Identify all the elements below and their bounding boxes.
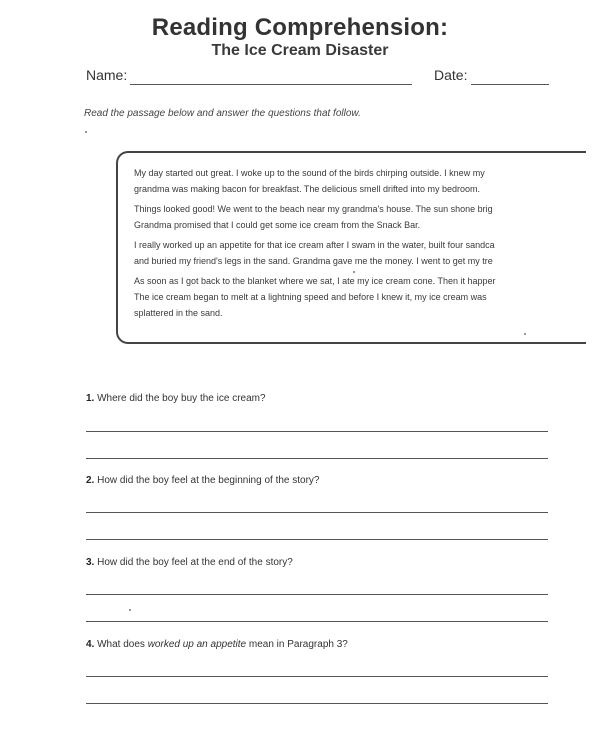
paragraph-line: The ice cream began to melt at a lightning speed and before I knew it, my ice cream was — [134, 292, 487, 302]
question-emphasis: worked up an appetite — [147, 639, 247, 650]
question-number: 2. — [86, 475, 95, 486]
date-field-line[interactable] — [471, 84, 549, 85]
scan-speck — [129, 609, 131, 611]
worksheet-title: Reading Comprehension: — [151, 14, 449, 41]
question-1 — [86, 393, 266, 404]
answer-line-3b[interactable] — [86, 621, 548, 622]
paragraph-line: I really worked up an appetite for that ice cream after I swam in the water, built four sandca — [134, 240, 495, 250]
scan-speck — [85, 131, 87, 133]
question-text: What does — [94, 639, 148, 650]
answer-line-2a[interactable] — [86, 512, 548, 513]
scan-speck — [524, 333, 526, 335]
answer-line-1a[interactable] — [86, 431, 548, 432]
question-number: 3. — [86, 557, 95, 568]
paragraph-4 — [134, 273, 554, 321]
question-number: 4. — [86, 639, 95, 650]
paragraph-line: grandma was making bacon for breakfast. The delicious smell drifted into my bedroom. — [134, 184, 480, 194]
answer-line-4a[interactable] — [86, 676, 548, 677]
question-number: 1. — [86, 393, 95, 404]
answer-line-4b[interactable] — [86, 703, 548, 704]
paragraph-3 — [134, 237, 554, 269]
paragraph-line: Things looked good! We went to the beach near my grandma's house. The sun shone brig — [134, 204, 493, 214]
name-field-line[interactable] — [130, 84, 412, 85]
instructions-text: Read the passage below and answer the questions that follow. — [84, 108, 361, 119]
question-text: How did the boy feel at the end of the story? — [94, 557, 293, 568]
question-2 — [86, 475, 320, 486]
date-label: Date: — [434, 67, 468, 83]
question-4 — [86, 639, 348, 650]
paragraph-line: My day started out great. I woke up to the sound of the birds chirping outside. I knew my — [134, 168, 485, 178]
worksheet-subtitle: The Ice Cream Disaster — [211, 42, 389, 59]
paragraph-1 — [134, 165, 554, 197]
answer-line-1b[interactable] — [86, 458, 548, 459]
question-text: How did the boy feel at the beginning of the story? — [94, 475, 320, 486]
answer-line-2b[interactable] — [86, 539, 548, 540]
scan-speck — [353, 271, 355, 273]
passage-text — [134, 165, 554, 335]
name-label: Name: — [86, 67, 128, 83]
question-text: mean in Paragraph 3? — [246, 639, 348, 650]
paragraph-2 — [134, 201, 554, 233]
paragraph-line: As soon as I got back to the blanket where we sat, I ate my ice cream cone. Then it happer — [134, 276, 496, 286]
answer-line-3a[interactable] — [86, 594, 548, 595]
paragraph-line: Grandma promised that I could get some ice cream from the Snack Bar. — [134, 220, 421, 230]
question-3 — [86, 557, 293, 568]
paragraph-line: splattered in the sand. — [134, 308, 223, 318]
question-text: Where did the boy buy the ice cream? — [94, 393, 266, 404]
paragraph-line: and buried my friend's legs in the sand. Grandma gave me the money. I went to get my tre — [134, 256, 493, 266]
